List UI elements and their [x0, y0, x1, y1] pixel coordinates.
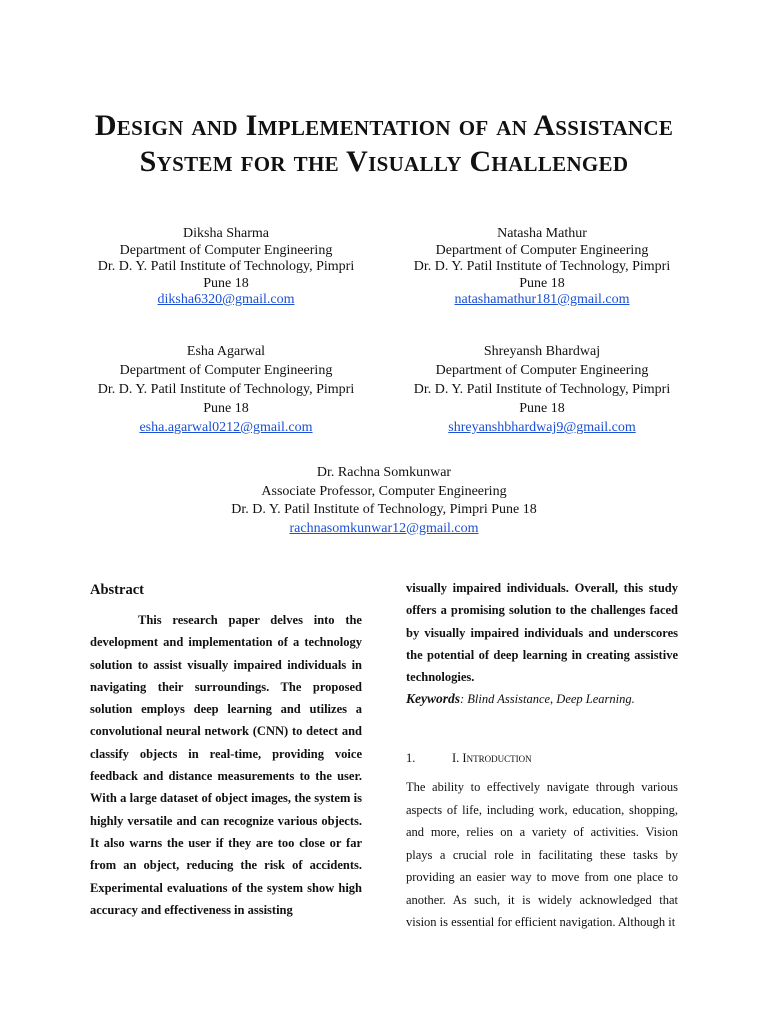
title-line-1: Design and Implementation of an Assistance — [94, 109, 674, 142]
author-department: Department of Computer Engineering — [435, 363, 649, 378]
author-department: Department of Computer Engineering — [435, 242, 649, 258]
introduction-section — [406, 748, 678, 934]
abstract-section — [90, 579, 362, 921]
introduction-heading — [406, 748, 678, 768]
author-email-link[interactable]: rachnasomkunwar12@gmail.com — [289, 520, 479, 536]
author-email-link[interactable]: natashamathur181@gmail.com — [454, 292, 630, 307]
author-institute: Dr. D. Y. Patil Institute of Technology, Pimpri — [97, 259, 355, 274]
author-city: Pune 18 — [519, 401, 565, 416]
author-name: Diksha Sharma — [183, 226, 269, 241]
author-email-link[interactable]: esha.agarwal0212@gmail.com — [139, 420, 313, 435]
author-block-2 — [372, 226, 712, 309]
abstract-heading: Abstract — [90, 582, 144, 598]
paper-title — [0, 108, 768, 180]
author-institute: Dr. D. Y. Patil Institute of Technology, Pimpri — [97, 382, 355, 397]
author-name: Dr. Rachna Somkunwar — [316, 465, 452, 480]
author-city: Pune 18 — [203, 401, 249, 416]
author-block-4 — [372, 342, 712, 437]
title-line-2: System for the Visually Challenged — [139, 145, 629, 178]
author-department: Associate Professor, Computer Engineering — [261, 483, 507, 499]
section-title: I. Introduction — [452, 751, 532, 765]
author-city: Pune 18 — [519, 275, 565, 291]
section-number: 1. — [406, 751, 416, 765]
author-department: Department of Computer Engineering — [119, 363, 333, 378]
author-department: Department of Computer Engineering — [119, 242, 333, 258]
introduction-body: The ability to effectively navigate through various aspects of life, including work, education, shopping, and more, relies on a variety of activities. Vision plays a crucial role in facilitating these tasks by providing an easier way to move from one place to another. As such, it is widely acknowledged that vision is essential for efficient navigation. Although it — [406, 780, 678, 929]
author-name: Natasha Mathur — [497, 226, 587, 241]
author-institute: Dr. D. Y. Patil Institute of Technology, Pimpri Pune 18 — [231, 502, 537, 517]
keywords-text: : Blind Assistance, Deep Learning. — [460, 692, 635, 707]
author-institute: Dr. D. Y. Patil Institute of Technology, Pimpri — [413, 259, 671, 274]
author-block-5 — [184, 464, 584, 538]
abstract-continued-section — [406, 577, 678, 711]
author-name: Shreyansh Bhardwaj — [483, 344, 601, 359]
author-name: Esha Agarwal — [186, 344, 266, 359]
author-institute: Dr. D. Y. Patil Institute of Technology, Pimpri — [413, 382, 671, 397]
abstract-body: This research paper delves into the development and implementation of a technology solution to assist visually impaired individuals in navigating their surroundings. The proposed solution employs deep learning and utilizes a convolutional neural network (CNN) to detect and classify objects in real-time, providing voice feedback and distance measurements to the user. With a large dataset of object images, the system is highly versatile and can recognize various objects. It also warns the user if they are too close or far from an object, reducing the risk of accidents. Experimental evaluations of the system show high accuracy and effectiveness in assisting — [90, 613, 362, 917]
abstract-continued: visually impaired individuals. Overall, this study offers a promising solution to the challenges faced by visually impaired individuals and underscores the potential of deep learning in creating assistive technologies. — [406, 581, 678, 685]
author-email-link[interactable]: diksha6320@gmail.com — [157, 292, 295, 307]
author-email-link[interactable]: shreyanshbhardwaj9@gmail.com — [448, 420, 636, 435]
author-block-1 — [56, 226, 396, 309]
keywords-line — [406, 688, 678, 710]
author-block-3 — [56, 342, 396, 437]
keywords-label: Keywords — [406, 691, 460, 707]
author-city: Pune 18 — [203, 275, 249, 291]
